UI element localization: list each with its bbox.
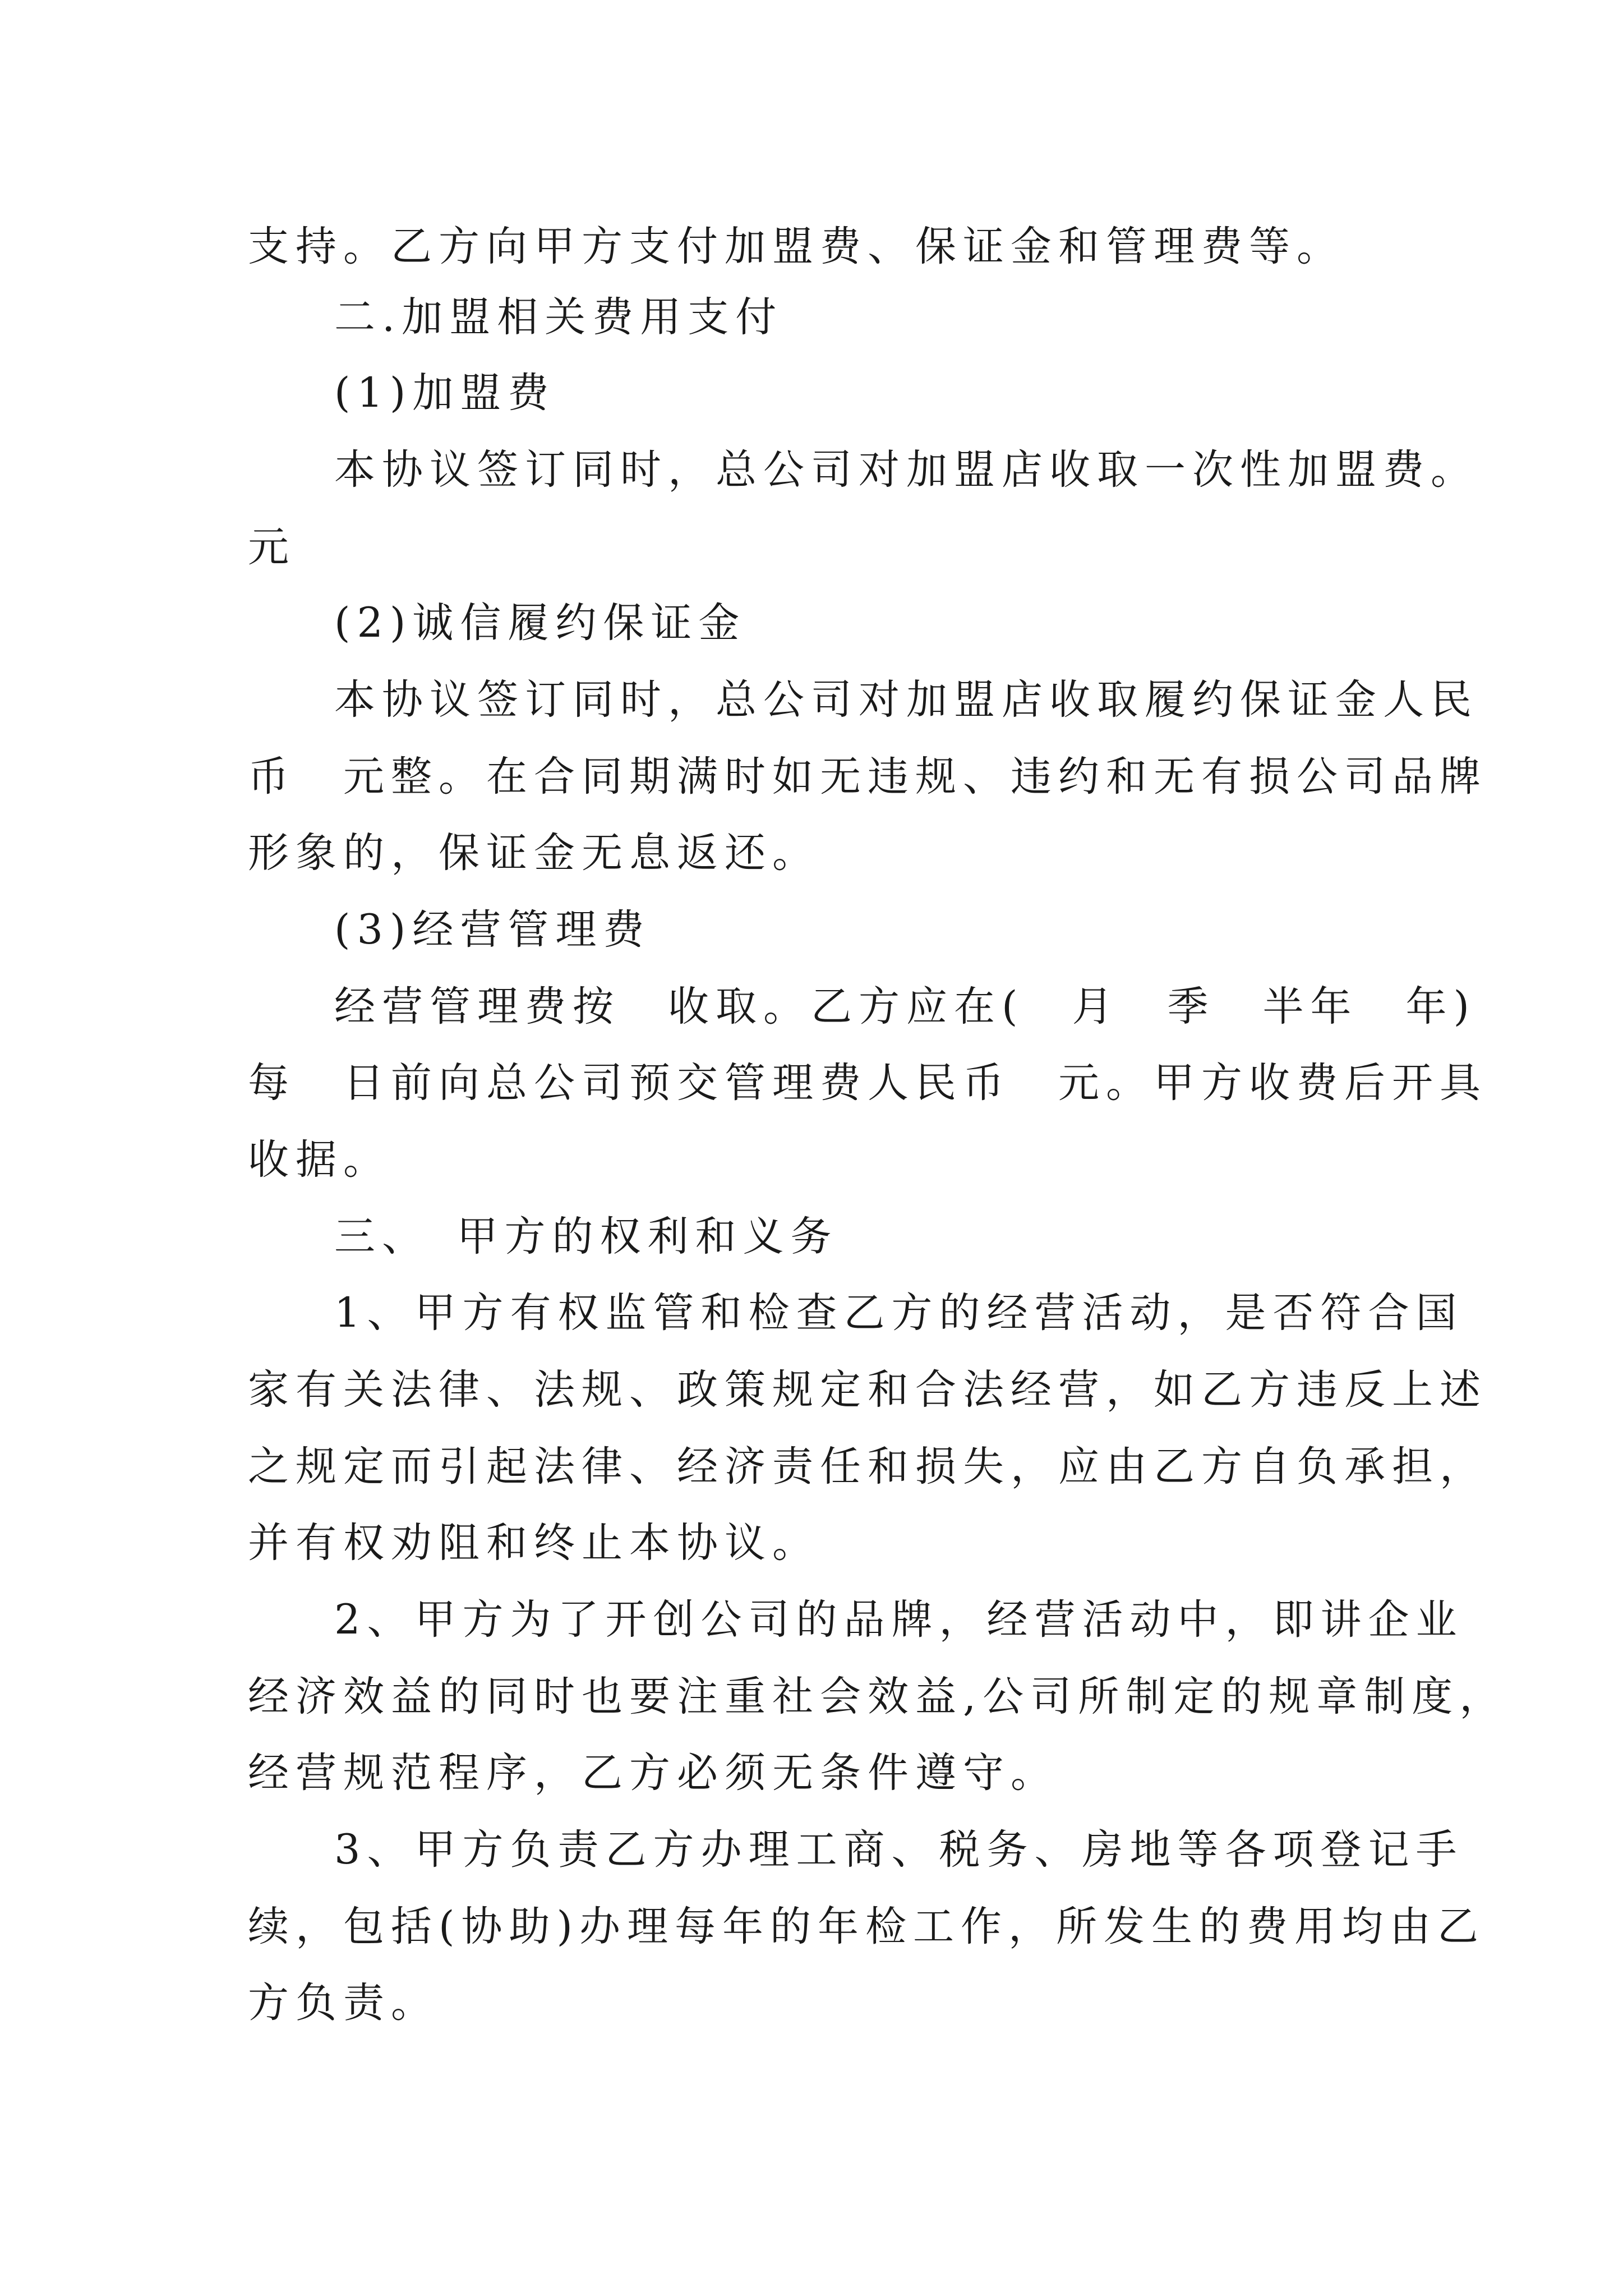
paragraph-line: 1、甲方有权监管和检查乙方的经营活动，是否符合国: [334, 1289, 1464, 1337]
paragraph-line: 经营规范程序，乙方必须无条件遵守。: [248, 1749, 1058, 1797]
paragraph-line: 3、甲方负责乙方办理工商、税务、房地等各项登记手: [334, 1826, 1464, 1874]
paragraph-line: 经济效益的同时也要注重社会效益,公司所制定的规章制度，: [248, 1673, 1507, 1720]
paragraph-line: 本协议签订同时，总公司对加盟店收取履约保证金人民: [334, 676, 1478, 724]
paragraph-line: 家有关法律、法规、政策规定和合法经营，如乙方违反上述: [248, 1366, 1487, 1414]
section-heading: 三、 甲方的权利和义务: [334, 1213, 838, 1260]
subsection-heading: (3)经营管理费: [334, 906, 651, 954]
paragraph-line: 币 元整。在合同期满时如无违规、违约和无有损公司品牌: [248, 753, 1487, 800]
paragraph-line: 方负责。: [248, 1979, 439, 2027]
subsection-heading: (1)加盟费: [334, 369, 556, 417]
paragraph-line: 收据。: [248, 1136, 391, 1184]
section-heading: 二.加盟相关费用支付: [334, 293, 783, 341]
subsection-heading: (2)诚信履约保证金: [334, 599, 746, 647]
paragraph-line: 形象的，保证金无息返还。: [248, 829, 820, 877]
paragraph-line: 支持。乙方向甲方支付加盟费、保证金和管理费等。: [248, 223, 1344, 270]
paragraph-line: 2、甲方为了开创公司的品牌，经营活动中，即讲企业: [334, 1596, 1464, 1644]
paragraph-line: 元: [248, 523, 296, 571]
paragraph-line: 每 日前向总公司预交管理费人民币 元。甲方收费后开具: [248, 1059, 1487, 1107]
paragraph-line: 续，包括(协助)办理每年的年检工作，所发生的费用均由乙: [248, 1903, 1485, 1950]
paragraph-line: 并有权劝阻和终止本协议。: [248, 1519, 820, 1567]
paragraph-line: 经营管理费按 收取。乙方应在( 月 季 半年 年): [334, 983, 1476, 1030]
paragraph-line: 之规定而引起法律、经济责任和损失，应由乙方自负承担，: [248, 1443, 1487, 1490]
paragraph-line: 本协议签订同时，总公司对加盟店收取一次性加盟费。: [334, 446, 1478, 494]
